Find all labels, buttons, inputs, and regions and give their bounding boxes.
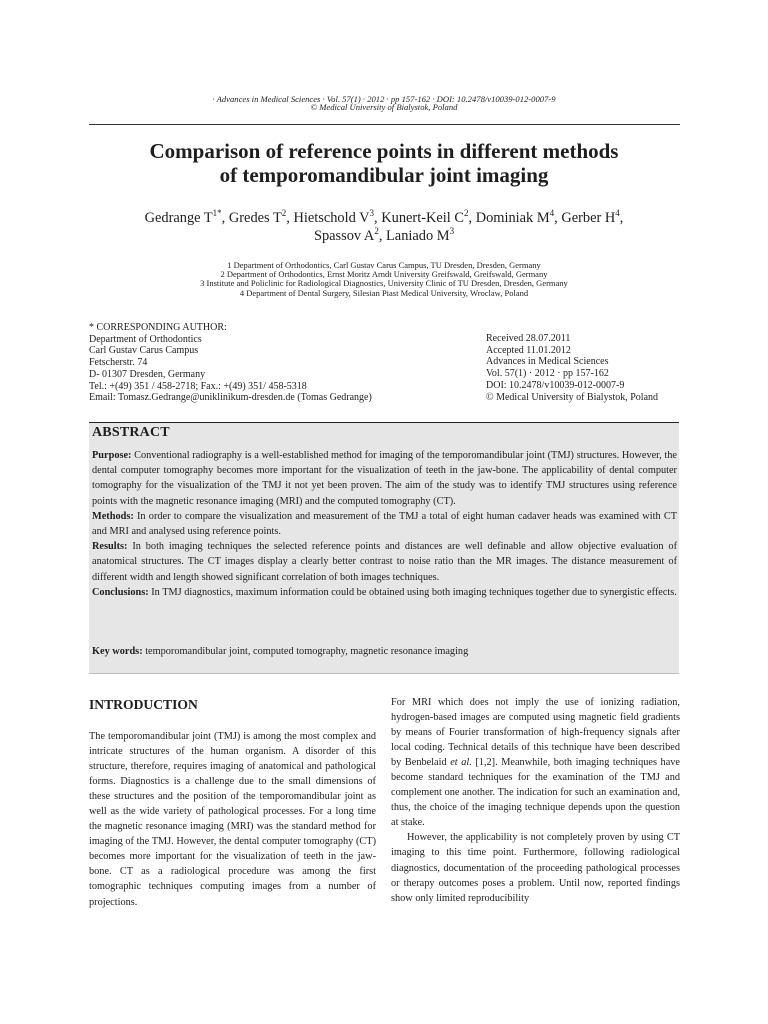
author: Spassov $A^2$,	[313, 226, 387, 244]
author: Dominiak $M^4$,	[475, 208, 562, 226]
author: Kunert-Keil $C^2$,	[381, 208, 476, 226]
body-paragraph: The temporomandibular joint (TMJ) is among the most complex and intricate structures of the human organism. A disorder of this structure, therefore, requires imaging of anatomical and pathological forms. Diagnostics is a challenge due to the small dimensions of these structures and the position of the temporomandibular joint as well as the wide variety of pathological processes. For a long time the magnetic resonance imaging (MRI) was the standard method for imaging of the TMJ. However, the dental computer tomography (CT) becomes more important for the visualization of teeth in the jaw-bone. CT as a radiological procedure was among the first tomographic techniques computing images from a number of projections.	[89, 731, 376, 908]
body-paragraph: However, the applicability is not completely proven by using CT imaging to this time point. Furthermore, following radiological diagnostics, documentation of the proceeding pathological processes or therapy outcomes poses a problem. Until now, reported findings show only limited reproducibility	[391, 832, 680, 904]
journal-name: Advances in Medical Sciences	[486, 356, 609, 368]
corresponding-email: Email: Tomasz.Gedrange@uniklinikum-dresden.de (Tomas Gedrange)	[89, 392, 372, 404]
corresponding-author-block	[89, 322, 372, 404]
body-column-right	[391, 695, 680, 906]
author: Gerber $H^4$,	[561, 208, 624, 226]
affiliation: 2 Department of Orthodontics, Ernst Moritz Arndt University Greifswald, Greifswald, Germany	[220, 269, 548, 279]
accepted-date: Accepted 11.01.2012	[486, 344, 571, 356]
corresponding-line: Carl Gustav Carus Campus	[89, 345, 199, 357]
author-list-line-1	[0, 209, 768, 227]
affiliation: 3 Institute and Policlinic for Radiological Diagnostics, University Clinic of TU Dresden, Dresden, Germany	[200, 278, 568, 288]
keywords: Key words: temporomandibular joint, computed tomography, magnetic resonance imaging	[92, 646, 469, 657]
publication-info-block	[486, 333, 658, 403]
paper-title-line-2: of temporomandibular joint imaging	[219, 163, 549, 187]
volume-info: Vol. 57(1) · 2012 · pp 157-162	[486, 368, 609, 380]
paper-title-line-1: Comparison of reference points in different methods	[149, 139, 619, 163]
author: Laniado $M^3$	[386, 226, 455, 244]
doi: DOI: 10.2478/v10039-012-0007-9	[486, 379, 625, 391]
affiliation: 4 Department of Dental Surgery, Silesian Piast Medical University, Wroclaw, Poland	[239, 288, 529, 298]
copyright: © Medical University of Bialystok, Poland	[486, 391, 659, 403]
journal-header-line-1: · Advances in Medical Sciences · Vol. 57(1) · 2012 · pp 157-162 · DOI: 10.2478/v10039-012-0007-9	[212, 94, 556, 104]
body-column-left	[89, 729, 376, 910]
body-paragraph: For MRI which does not imply the use of ionizing radiation, hydrogen-based images are computed using magnetic field gradients by means of Fourier transformation of high-frequency signals after local coding. Technical details of this technique have been described by Benbelaid et al. [1,2]. Meanwhile, both imaging techniques have become standard techniques for the examination of the TMJ and complement one another. The indication for such an examination and, thus, the choice of the imaging technique depends upon the question at stake.	[391, 697, 680, 829]
received-date: Received 28.07.2011	[486, 333, 571, 344]
header-divider	[89, 124, 680, 125]
corresponding-line: Department of Orthodontics	[89, 333, 202, 345]
author-list-line-2	[0, 227, 768, 245]
corresponding-author-label: * CORRESPONDING AUTHOR:	[89, 322, 227, 333]
corresponding-line: Fetscherstr. 74	[89, 357, 148, 369]
abstract-conclusions: Conclusions: In TMJ diagnostics, maximum information could be obtained using both imaging techniques together due to synergistic effects.	[92, 586, 677, 598]
abstract-box	[89, 422, 679, 674]
abstract-purpose: Purpose: Conventional radiography is a well-established method for imaging of the temporomandibular joint (TMJ) structures. However, the dental computer tomography becomes more important for the visualization of teeth in the jaw-bone. The applicability of dental computer tomography for the visualization of the TMJ it not yet been proven. The aim of the study was to identify TMJ structures using reference points with the magnetic resonance imaging (MRI) and the computed tomography (CT).	[92, 450, 677, 507]
author: Gedrange $T^{1*}$,	[144, 208, 229, 226]
introduction-heading: INTRODUCTION	[89, 697, 198, 712]
abstract-heading: ABSTRACT	[92, 425, 170, 440]
affiliation: 1 Department of Orthodontics, Carl Gustav Carus Campus, TU Dresden, Dresden, Germany	[227, 260, 541, 270]
author: Gredes $T^2$,	[228, 208, 294, 226]
abstract-body	[92, 448, 677, 600]
journal-header-line-2: © Medical University of Bialystok, Poland	[310, 102, 458, 112]
author: Hietschold $V^3$,	[293, 208, 382, 226]
corresponding-line: D- 01307 Dresden, Germany	[89, 368, 206, 380]
abstract-methods: Methods: In order to compare the visualization and measurement of the TMJ a total of eight human cadaver heads was examined with CT and MRI and analysed using reference points.	[92, 510, 677, 538]
corresponding-phone: Tel.: +(49) 351 / 458-2718; Fax.: +(49) 351/ 458-5318	[89, 380, 307, 392]
abstract-results: Results: In both imaging techniques the selected reference points and distances are well definable and allow objective evaluation of anatomical structures. The CT images display a clearly better contrast to noise ratio than the MR images. The distance measurement of different width and length showed significant correlation of both images techniques.	[92, 541, 677, 583]
